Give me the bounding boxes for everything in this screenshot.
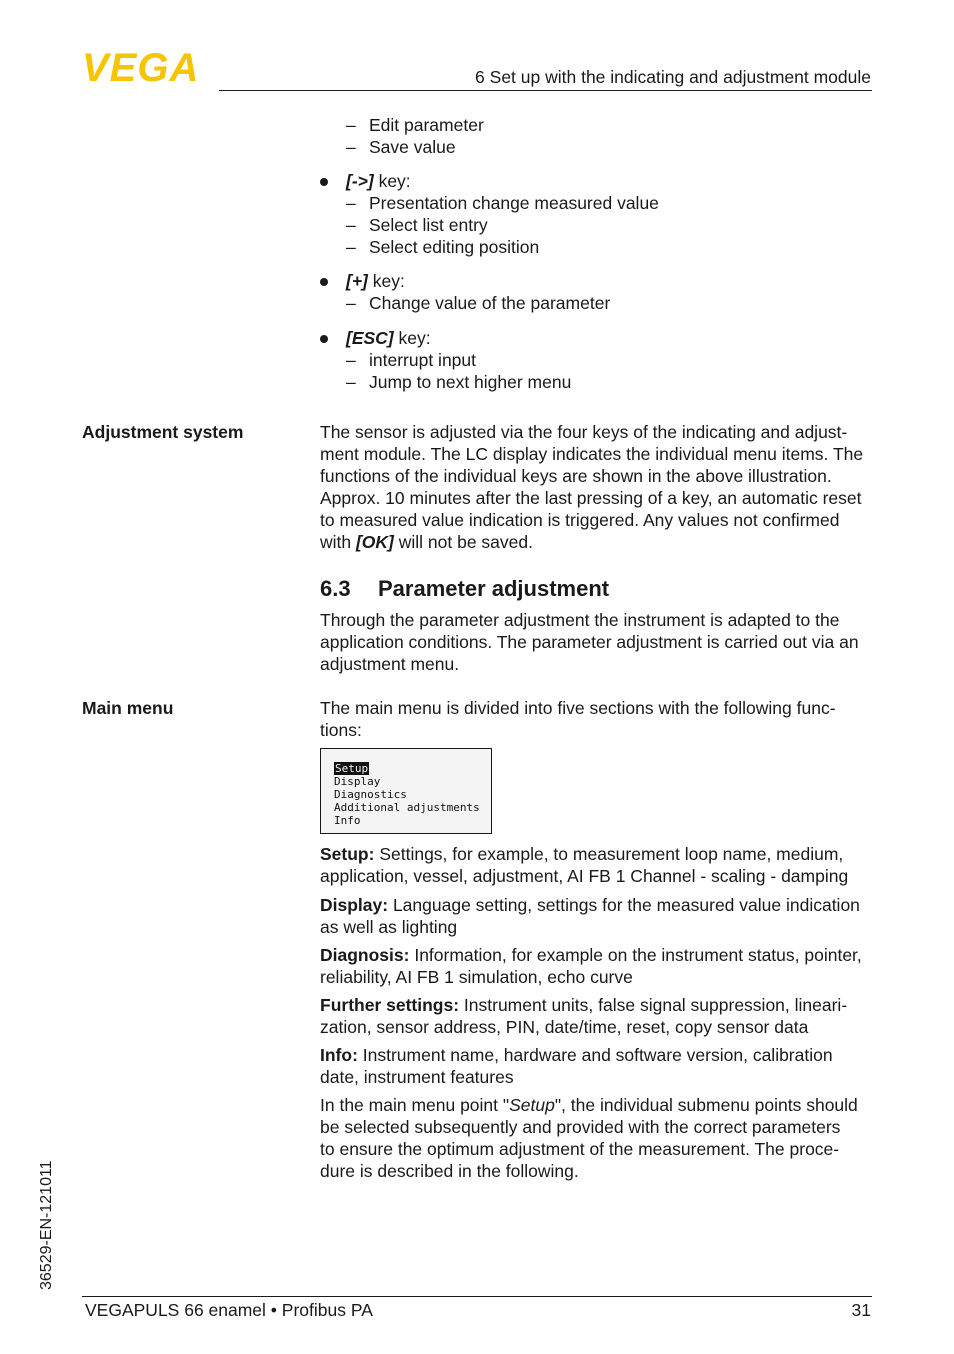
text-fragment: Language setting, settings for the measured value indication (388, 895, 860, 915)
text-line: application conditions. The parameter adjustment is carried out via an (320, 632, 859, 652)
adjustment-system-label: Adjustment system (82, 422, 244, 442)
key-name: [->] (346, 171, 374, 191)
term: Info: (320, 1045, 358, 1065)
key-plus-heading (320, 270, 880, 292)
desc-display (320, 894, 880, 938)
text-fragment: ", the individual submenu points should (554, 1095, 858, 1115)
lcd-menu-item: Display (334, 775, 381, 788)
lcd-menu-item: Diagnostics (334, 788, 407, 801)
key-arrow-heading (320, 170, 880, 192)
text-line: to measured value indication is triggered. Any values not confirmed (320, 510, 840, 530)
text-line (320, 531, 880, 553)
section-intro (320, 609, 880, 675)
bullet-icon (320, 278, 328, 286)
text-line (320, 944, 880, 966)
text-line: The main menu is divided into five sections with the following func- (320, 698, 836, 718)
term: Setup: (320, 844, 375, 864)
list-item: – interrupt input (320, 349, 880, 371)
key-esc-heading (320, 327, 880, 349)
adjustment-system-text (320, 421, 880, 553)
list-item: – Save value (320, 136, 880, 158)
list-item: – Select list entry (320, 214, 880, 236)
text-fragment: with (320, 532, 356, 552)
text-line: as well as lighting (320, 917, 458, 937)
lcd-menu-item: Info (334, 814, 361, 827)
key-suffix: key: (373, 171, 411, 191)
text-line (320, 1044, 880, 1066)
text-line: application, vessel, adjustment, AI FB 1 Channel - scaling - damping (320, 866, 849, 886)
key-esc-block (320, 327, 880, 393)
closing-paragraph (320, 1094, 880, 1182)
term: Display: (320, 895, 389, 915)
desc-info (320, 1044, 880, 1088)
key-suffix: key: (393, 328, 431, 348)
header-divider (219, 90, 872, 91)
text-line: date, instrument features (320, 1067, 514, 1087)
desc-diagnosis (320, 944, 880, 988)
text-line: Approx. 10 minutes after the last pressing of a key, an automatic reset (320, 488, 862, 508)
text-line: adjustment menu. (320, 654, 460, 674)
bullet-icon (320, 178, 328, 186)
section-heading (320, 576, 880, 602)
lcd-selected-item: Setup (335, 762, 369, 775)
text-line: The sensor is adjusted via the four keys of the indicating and adjust- (320, 422, 848, 442)
vega-logo-text: VEGA (82, 50, 200, 84)
running-header: 6 Set up with the indicating and adjustment module (475, 67, 871, 87)
text-line (320, 894, 880, 916)
text-line: Through the parameter adjustment the instrument is adapted to the (320, 610, 840, 630)
text-line: functions of the individual keys are shown in the above illustration. (320, 466, 832, 486)
text-fragment: Information, for example on the instrument status, pointer, (409, 945, 862, 965)
setup-term: Setup (509, 1095, 555, 1115)
text-line: zation, sensor address, PIN, date/time, reset, copy sensor data (320, 1017, 809, 1037)
section-number: 6.3 (320, 576, 351, 601)
desc-further-settings (320, 994, 880, 1038)
key-name: [ESC] (346, 328, 394, 348)
lcd-menu-item: Additional adjustments (334, 801, 480, 814)
term: Further settings: (320, 995, 460, 1015)
list-item: – Jump to next higher menu (320, 371, 880, 393)
bullet-icon (320, 335, 328, 343)
text-fragment: In the main menu point " (320, 1095, 510, 1115)
vega-logo (82, 50, 212, 84)
document-id: 36529-EN-121011 (38, 1160, 55, 1290)
list-item: – Edit parameter (320, 114, 880, 136)
lc-display-illustration (320, 748, 492, 834)
text-fragment: Instrument name, hardware and software version, calibration (357, 1045, 833, 1065)
ok-key: [OK] (355, 532, 394, 552)
list-item: – Presentation change measured value (320, 192, 880, 214)
text-line: reliability, AI FB 1 simulation, echo curve (320, 967, 633, 987)
text-line: ment module. The LC display indicates the individual menu items. The (320, 444, 864, 464)
desc-setup (320, 843, 880, 887)
main-menu-label: Main menu (82, 698, 174, 718)
text-line (320, 1094, 880, 1116)
page-number: 31 (851, 1300, 871, 1320)
text-line (320, 843, 880, 865)
text-line (320, 994, 880, 1016)
lcd-menu-item (334, 762, 369, 775)
list-item: – Select editing position (320, 236, 880, 258)
key-suffix: key: (367, 271, 405, 291)
text-fragment: will not be saved. (393, 532, 533, 552)
text-line: to ensure the optimum adjustment of the measurement. The proce- (320, 1139, 840, 1159)
text-fragment: Instrument units, false signal suppression, lineari- (459, 995, 848, 1015)
list-item: – Change value of the parameter (320, 292, 880, 314)
footer-divider (82, 1296, 872, 1297)
footer-product: VEGAPULS 66 enamel • Profibus PA (85, 1300, 373, 1320)
text-fragment: Settings, for example, to measurement loop name, medium, (374, 844, 844, 864)
key-plus-block (320, 270, 880, 314)
text-line: tions: (320, 720, 362, 740)
main-menu-intro (320, 697, 880, 741)
term: Diagnosis: (320, 945, 410, 965)
text-line: be selected subsequently and provided with the correct parameters (320, 1117, 841, 1137)
key-arrow-block (320, 170, 880, 258)
edit-save-list (320, 114, 880, 158)
section-title: Parameter adjustment (378, 576, 610, 601)
vega-logo-graphic (82, 50, 212, 84)
key-name: [+] (346, 271, 368, 291)
text-line: dure is described in the following. (320, 1161, 579, 1181)
